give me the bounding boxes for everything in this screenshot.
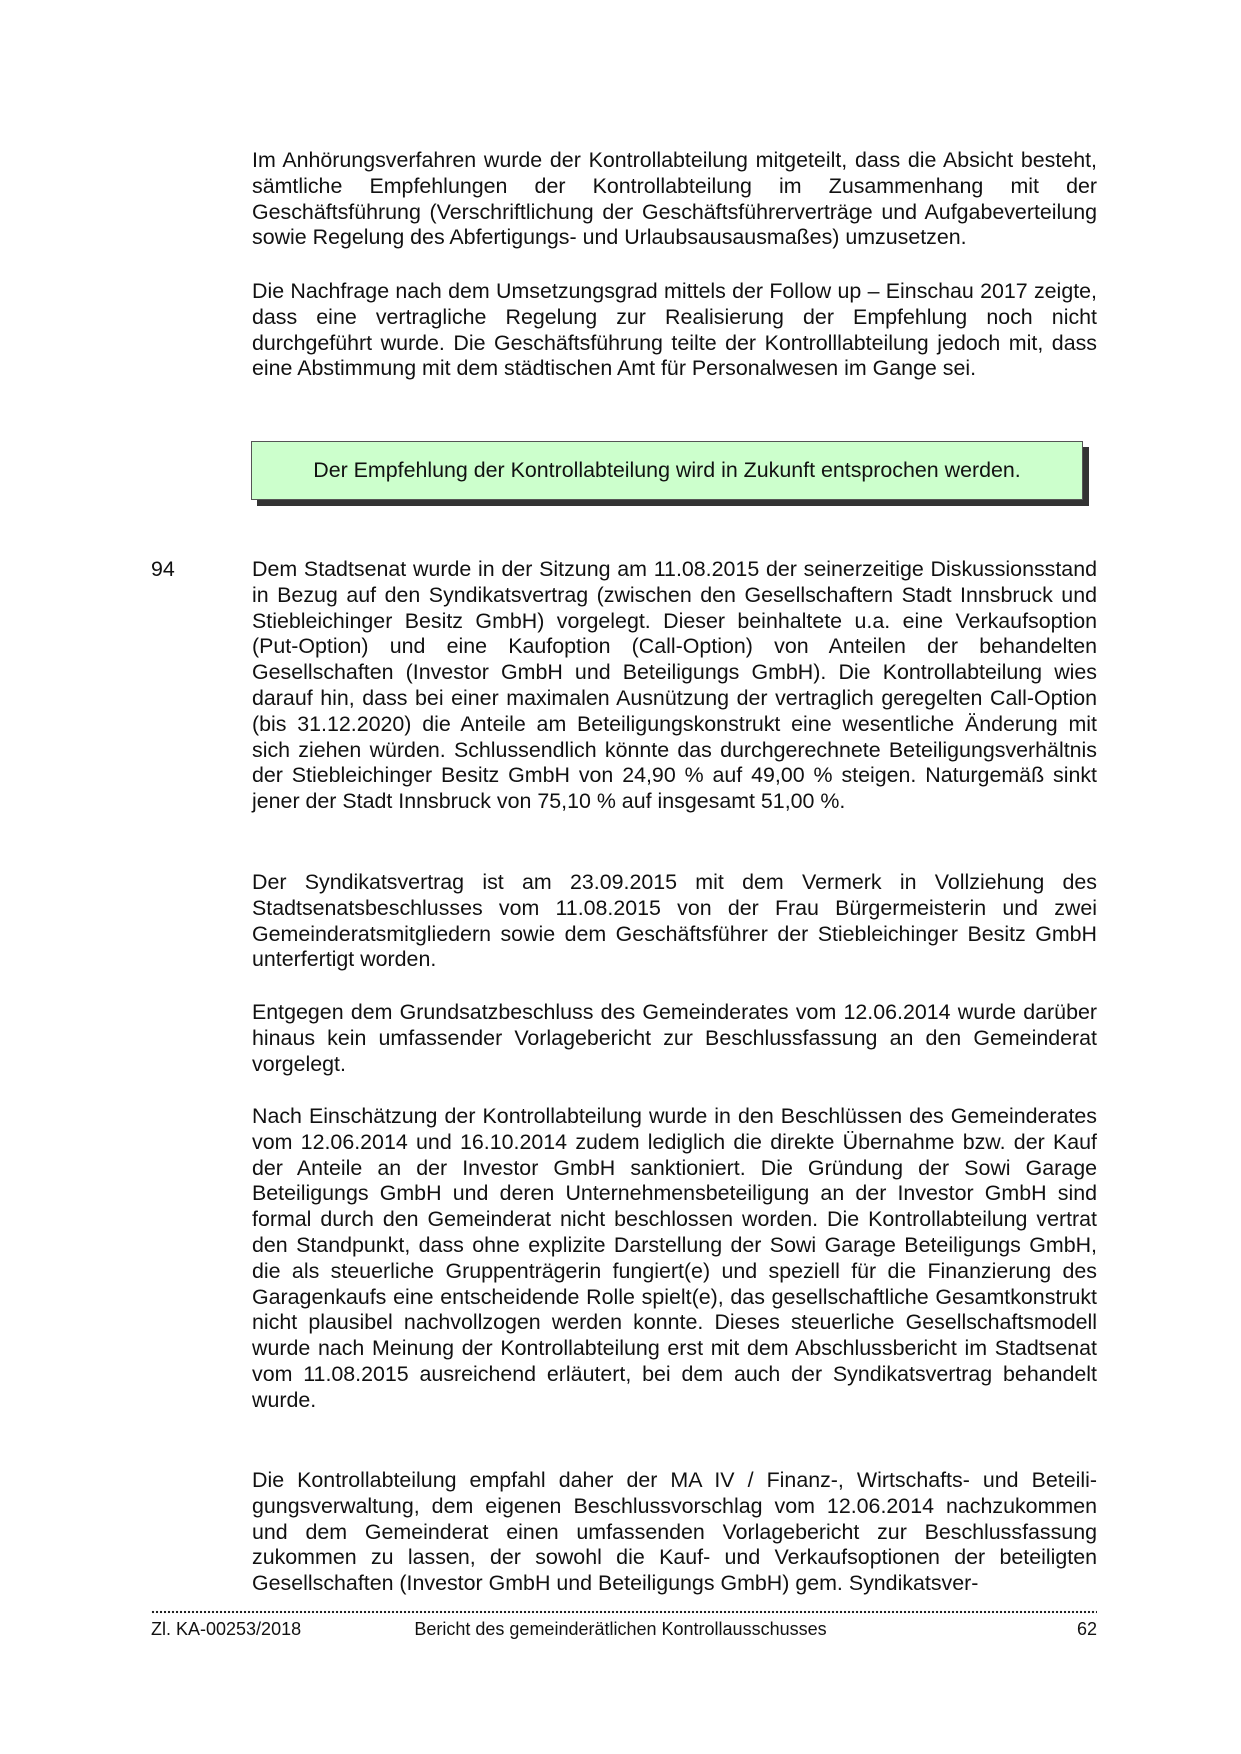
footer-reference: Zl. KA-00253/2018 xyxy=(151,1619,302,1639)
section-paragraph-4: Nach Einschätzung der Kontrollabteilung wurde in den Beschlüssen des Gemeinderates vom 12.06.2014 und 16.10.2014 zudem lediglich die direkte Übernahme bzw. der Kauf der Anteile an der Investor GmbH sanktioniert. Die Gründung der Sowi Garage Beteiligungs GmbH und deren Unternehmensbeteiligung an der Investor GmbH sind formal durch den Gemeinderat nicht beschlossen worden. Die Kontrollabteilung vertrat den Standpunkt, dass ohne explizite Darstellung der Sowi Garage Beteiligungs GmbH, die als steuerliche Gruppenträgerin fungiert(e) und speziell für die Finanzierung des Garagenkaufs eine entscheidende Rolle spielt(e), das gesellschaftliche Gesamtkonstrukt nicht plausibel nachvollzogen werden konnte. Dieses steuerliche Gesellschaftsmodell wurde nach Meinung der Kontrollabteilung erst mit dem Abschlussbericht im Stadtsenat vom 11.08.2015 ausreichend erläutert, bei dem auch der Syndikatsvertrag behandelt wurde. xyxy=(252,1104,1097,1412)
footer-page-number: 62 xyxy=(1076,1619,1097,1639)
section-paragraph-5: Die Kontrollabteilung empfahl daher der MA IV / Finanz-, Wirtschafts- und Beteiligungsverwaltung, dem eigenen Beschlussvorschlag vom 12.06.2014 nachzukommen und dem Gemeinderat einen umfassenden Vorlagebericht zur Beschlussfassung zukommen zu lassen, der sowohl die Kauf- und Verkaufsoptionen der beteiligten Gesellschaften (Investor GmbH und Beteiligungs GmbH) gem. Syndikatsver- xyxy=(252,1468,1097,1596)
footer-dotted-divider xyxy=(151,1610,1097,1614)
section-paragraph-2: Der Syndikatsvertrag ist am 23.09.2015 mit dem Vermerk in Vollziehung des Stadtsenatsbeschlusses vom 11.08.2015 von der Frau Bürgermeisterin und zwei Gemeinderatsmitgliedern sowie dem Geschäftsführer der Stiebleichinger Besitz GmbH unterfertigt worden. xyxy=(252,870,1097,972)
section-paragraph-1: Dem Stadtsenat wurde in der Sitzung am 11.08.2015 der seinerzeitige Diskussionsstand in Bezug auf den Syndikatsvertrag (zwischen den Gesellschaftern Stadt Innsbruck und Stiebleichinger Besitz GmbH) vorgelegt. Dieser beinhaltete u.a. eine Verkaufsoption (Put-Option) und eine Kaufoption (Call-Option) von Anteilen der behandelten Gesellschaften (Investor GmbH und Beteiligungs GmbH). Die Kontrollabteilung wies darauf hin, dass bei einer maximalen Ausnützung der vertraglich geregelten Call-Option (bis 31.12.2020) die Anteile am Beteiligungskonstrukt eine wesentliche Änderung mit sich ziehen würden. Schlussendlich könnte das durchgerechnete Beteiligungsverhältnis der Stiebleichinger Besitz GmbH von 24,90 % auf 49,00 % steigen. Naturgemäß sinkt jener der Stadt Innsbruck von 75,10 % auf insgesamt 51,00 %. xyxy=(252,557,1097,814)
recommendation-callout-box xyxy=(251,441,1083,500)
intro-paragraph-1: Im Anhörungsverfahren wurde der Kontrollabteilung mitgeteilt, dass die Absicht besteht, sämtliche Empfehlungen der Kontrollabteilung im Zusammenhang mit der Geschäftsführung (Verschriftlichung der Geschäftsführerverträge und Aufgabeverteilung sowie Regelung des Abfertigungs- und Urlaubsausausmaßes) umzusetzen. xyxy=(252,148,1097,250)
recommendation-callout-text: Der Empfehlung der Kontrollabteilung wird in Zukunft entsprochen werden. xyxy=(313,458,1021,482)
intro-paragraph-2: Die Nachfrage nach dem Umsetzungsgrad mittels der Follow up – Einschau 2017 zeigte, dass eine vertragliche Regelung zur Realisierung der Empfehlung noch nicht durchgeführt wurde. Die Geschäftsführung teilte der Kontrolllabteilung jedoch mit, dass eine Abstimmung mit dem städtischen Amt für Personalwesen im Gange sei. xyxy=(252,279,1097,381)
section-number: 94 xyxy=(151,557,175,581)
section-paragraph-3: Entgegen dem Grundsatzbeschluss des Gemeinderates vom 12.06.2014 wurde darüber hinaus kein umfassender Vorlagebericht zur Beschlussfassung an den Gemeinderat vorgelegt. xyxy=(252,1000,1097,1076)
footer-title: Bericht des gemeinderätlichen Kontrollausschusses xyxy=(414,1619,827,1639)
